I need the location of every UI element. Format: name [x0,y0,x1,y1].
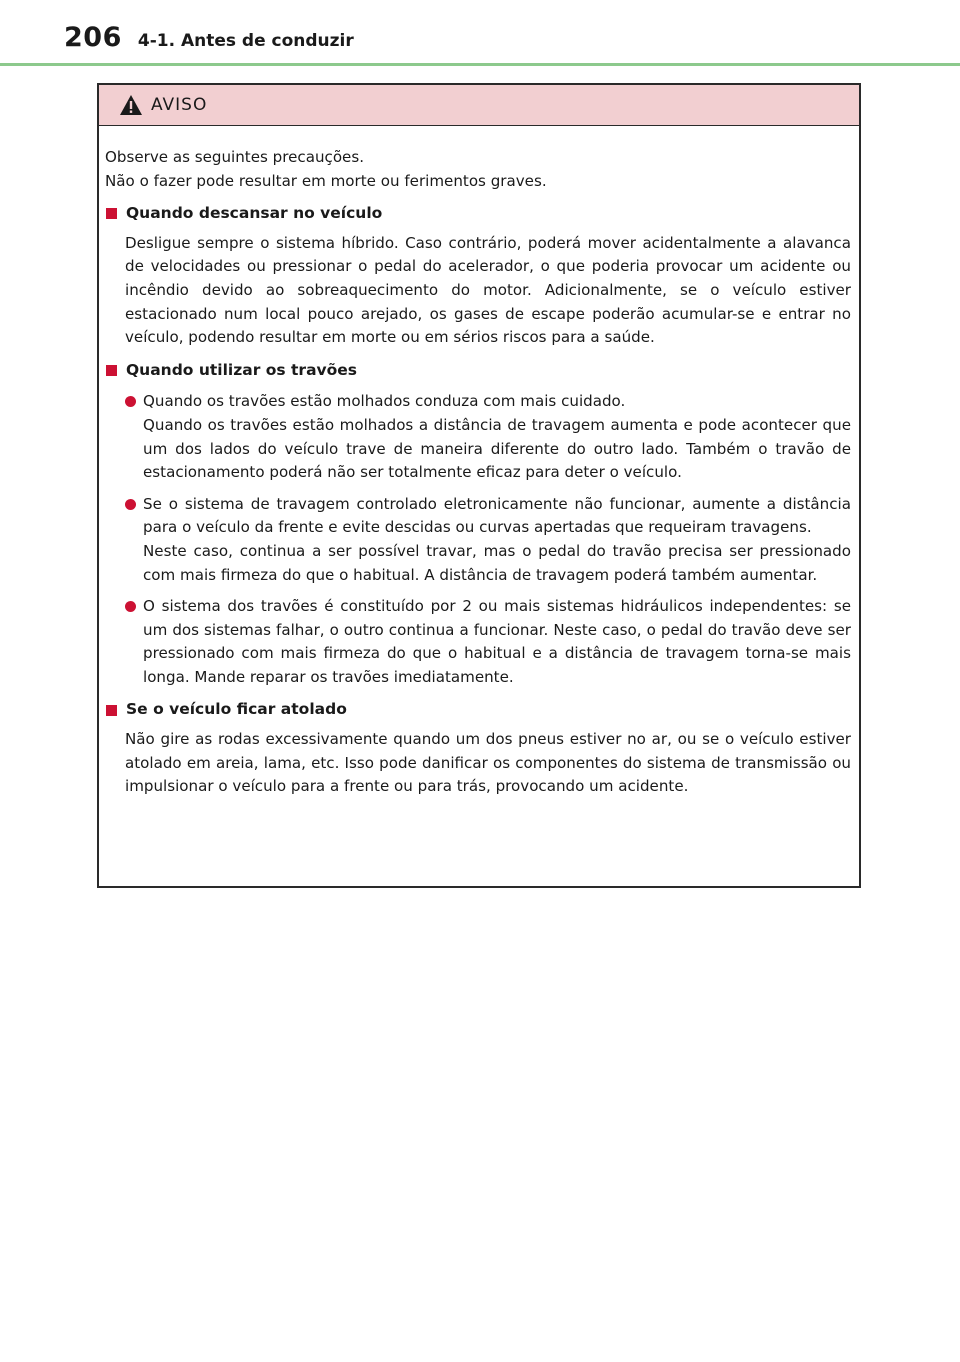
section-brakes [105,359,851,690]
list-item-text: O sistema dos travões é constituído por 2 ou mais sistemas hidráulicos independentes: se um dos sistemas falhar, o outro continua a funcionar. Neste caso, o pedal do travão deve ser pressionado com mais firmeza do que o habitual e a distância de travagem torna-se mais longa. Mande reparar os travões imediatamente. [143,597,851,686]
page-header [64,22,354,66]
list-item-content [143,493,851,587]
section-title: 4-1. Antes de conduzir [137,31,354,51]
warning-header [99,85,859,126]
section-heading-text: Quando utilizar os travões [126,360,358,379]
section-heading [105,202,851,226]
section-heading [105,359,851,383]
list-item-text: Quando os travões estão molhados conduza com mais cuidado. [143,392,626,411]
square-bullet-icon [106,208,117,219]
warning-body [99,126,859,799]
list-item-content [143,595,851,689]
warning-box [97,83,861,888]
header-rule [0,63,960,66]
section-heading-text: Se o veículo ficar atolado [126,700,347,719]
square-bullet-icon [106,705,117,716]
section-text: Não gire as rodas excessivamente quando um dos pneus estiver no ar, ou se o veículo estiver atolado em areia, lama, etc. Isso pode danificar os componentes do sistema de transmissão ou impulsionar o veículo para a frente ou para trás, provocando um acidente. [125,730,851,796]
section-resting [105,202,851,350]
list-item [125,390,851,484]
round-bullet-icon [125,601,136,612]
section-heading [105,698,851,722]
warning-label: AVISO [151,95,208,115]
list-item-text: Se o sistema de travagem controlado eletronicamente não funcionar, aumente a distância para o veículo da frente e evite descidas ou curvas apertadas que requeiram travagens. [143,494,851,537]
round-bullet-icon [125,499,136,510]
list-item [125,493,851,587]
intro-line: Observe as seguintes precauções. [105,148,365,166]
list-item-text: Quando os travões estão molhados a distância de travagem aumenta e pode acontecer que um dos lados do veículo trave de maneira diferente do outro lado. Também o travão de estacionamento poderá não ser totalmente eficaz para deter o veículo. [143,415,851,482]
list-item-text: Neste caso, continua a ser possível travar, mas o pedal do travão precisa ser pressionado com mais firmeza do que o habitual. A distância de travagem poderá também aumentar. [143,541,851,584]
list-item-content [143,390,851,484]
section-stuck [105,698,851,798]
section-heading-text: Quando descansar no veículo [126,204,383,223]
page-number: 206 [64,22,122,53]
square-bullet-icon [106,365,117,376]
list-item [125,595,851,689]
round-bullet-icon [125,396,136,407]
intro-line: Não o fazer pode resultar em morte ou ferimentos graves. [105,171,547,190]
section-text: Desligue sempre o sistema híbrido. Caso contrário, poderá mover acidentalmente a alavanca de velocidades ou pressionar o pedal do acelerador, o que poderia provocar um acidente ou incêndio devido ao sobreaquecimento do motor. Adicionalmente, se o veículo estiver estacionado num local pouco arejado, os gases de escape poderão acumular-se e entrar no veículo, podendo resultar em morte ou em sérios riscos para a saúde. [125,233,851,347]
warning-triangle-icon [119,94,143,116]
